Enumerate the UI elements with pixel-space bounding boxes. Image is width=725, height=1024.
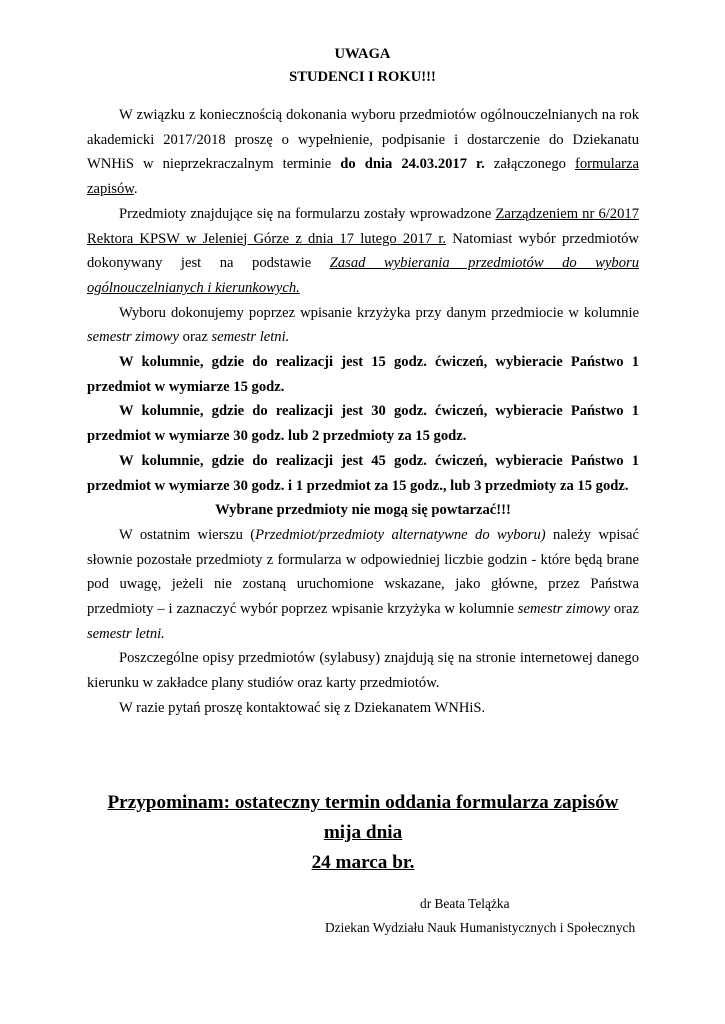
summer-semester-label: semestr letni.: [211, 329, 290, 346]
form-link[interactable]: formularza zapisów: [87, 156, 639, 198]
paragraph-30h: W kolumnie, gdzie do realizacji jest 30 godz. ćwiczeń, wybieracie Państwo 1 przedmiot w wymiarze 30 godz. lub 2 przedmioty za 15 godz.: [87, 403, 639, 445]
instructions-text: Wyboru dokonujemy poprzez wpisanie krzyżyka przy danym przedmiocie w kolumnie: [119, 304, 639, 321]
reminder-line2: 24 marca br.: [311, 852, 415, 873]
heading-uwaga: UWAGA: [334, 46, 391, 62]
alternatives-and: oraz: [610, 601, 639, 618]
regulation-text: Przedmioty znajdujące się na formularzu zostały wprowadzone: [119, 205, 496, 222]
body-text: [87, 103, 639, 721]
paragraph-syllabus: Poszczególne opisy przedmiotów (sylabusy) znajdują się na stronie internetowej danego kierunku w zakładce plany studiów oraz karty przedmiotów.: [87, 650, 639, 692]
instructions-and: oraz: [179, 329, 212, 346]
alternatives-text-2: należy wpisać słownie pozostałe przedmioty z formularza w odpowiedniej liczbie godzin - które będą brane pod uwagę, jeżeli nie zostaną uruchomione wskazane, jako główne, przez Państwa przedmioty – i zaznaczyć wybór poprzez wpisanie krzyżyka w kolumnie: [87, 526, 640, 618]
paragraph-alternatives: [87, 523, 639, 647]
paragraph-instructions: [87, 301, 639, 350]
alt-summer-label: semestr letni.: [87, 625, 165, 642]
regulation-link[interactable]: Zarządzeniem nr 6/2017 Rektora KPSW w Jeleniej Górze z dnia 17 lutego 2017 r.: [87, 205, 639, 247]
intro-text: W związku z koniecznością dokonania wyboru przedmiotów ogólnouczelnianych na rok akademicki 2017/2018 proszę o wypełnienie, podpisanie i dostarczenie do Dziekanatu WNHiS w nieprzekraczalnym terminie: [87, 107, 639, 173]
reminder-line1: Przypominam: ostateczny termin oddania formularza zapisów mija dnia: [107, 792, 619, 843]
rules-link[interactable]: Zasad wybierania przedmiotów do wyboru ogólnouczelnianych i kierunkowych.: [87, 255, 639, 296]
intro-text-2: załączonego: [484, 156, 575, 173]
deadline-date: do dnia 24.03.2017 r.: [340, 156, 485, 173]
alternatives-row-label: Przedmiot/przedmioty alternatywne do wyboru): [255, 526, 546, 543]
paragraph-regulation: [87, 202, 639, 301]
winter-semester-label: semestr zimowy: [87, 329, 180, 346]
paragraph-15h: W kolumnie, gdzie do realizacji jest 15 godz. ćwiczeń, wybieracie Państwo 1 przedmiot w wymiarze 15 godz.: [87, 354, 639, 395]
no-repeat-warning: Wybrane przedmioty nie mogą się powtarzać!!!: [215, 502, 511, 519]
intro-period: .: [133, 181, 138, 198]
regulation-text-2: Natomiast wybór przedmiotów dokonywany jest na podstawie: [87, 230, 639, 272]
signature-name: dr Beata Telążka: [420, 896, 510, 911]
signature-title: Dziekan Wydziału Nauk Humanistycznych i Społecznych: [325, 920, 636, 935]
paragraph-intro: [87, 103, 639, 202]
paragraph-contact: W razie pytań proszę kontaktować się z Dziekanatem WNHiS.: [119, 699, 486, 716]
alt-winter-label: semestr zimowy: [517, 601, 611, 618]
reminder: [87, 788, 639, 878]
heading-students: STUDENCI I ROKU!!!: [289, 69, 436, 85]
alternatives-text: W ostatnim wierszu (: [119, 526, 256, 543]
paragraph-45h: W kolumnie, gdzie do realizacji jest 45 godz. ćwiczeń, wybieracie Państwo 1 przedmiot w wymiarze 30 godz. i 1 przedmiot za 15 godz., lub 3 przedmioty za 15 godz.: [87, 452, 639, 494]
